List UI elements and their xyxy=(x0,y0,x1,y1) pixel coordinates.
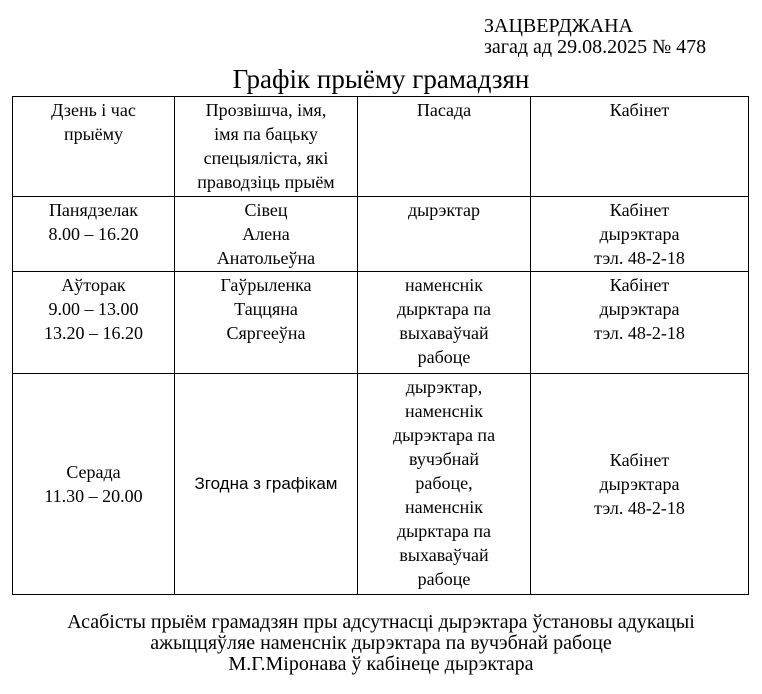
name-cell xyxy=(175,272,358,374)
day-cell xyxy=(13,272,175,374)
cell-line: 13.20 – 16.20 xyxy=(44,323,143,343)
header-row xyxy=(13,97,749,197)
cell-line: наменснік xyxy=(404,401,483,421)
cell-line: 11.30 – 20.00 xyxy=(44,486,143,506)
cell-line: дырктара па xyxy=(397,521,491,541)
position-cell xyxy=(358,197,531,272)
cell-line: рабоце, xyxy=(415,473,473,493)
position-cell xyxy=(358,272,531,374)
cell-line: Кабінет xyxy=(609,200,670,220)
cell-line: Таццяна xyxy=(234,299,298,319)
cell-line: рабоце xyxy=(417,569,471,589)
footnote-line: ажыццяўляе наменснік дырэктара па вучэбнай рабоце xyxy=(150,632,612,654)
header-text-line: Кабінет xyxy=(609,100,670,120)
header-text-line: Пасада xyxy=(416,100,472,120)
header-text-line: Прозвішча, імя, xyxy=(205,100,327,120)
cell-line: Гаўрыленка xyxy=(220,275,312,295)
page-title: Графік прыёму грамадзян xyxy=(232,64,530,94)
header-specialist xyxy=(175,97,358,197)
cell-line: 8.00 – 16.20 xyxy=(48,224,139,244)
cell-line: дырэктара xyxy=(599,224,680,244)
cell-line: тэл. 48-2-18 xyxy=(594,323,685,343)
cell-line: дырэктар, xyxy=(405,377,483,397)
header-text-line: спецыяліста, які xyxy=(203,148,329,168)
office-cell xyxy=(531,272,749,374)
cell-line: вучэбнай xyxy=(408,449,480,469)
cell-line: Аўторак xyxy=(61,275,126,295)
approval-stamp xyxy=(484,16,706,58)
cell-line: дырэктара xyxy=(599,299,680,319)
cell-line: Кабінет xyxy=(609,450,670,470)
cell-line: тэл. 48-2-18 xyxy=(594,498,685,518)
day-cell xyxy=(13,374,175,595)
header-day-time xyxy=(13,97,175,197)
table-row xyxy=(13,197,749,272)
cell-line: Кабінет xyxy=(609,275,670,295)
office-cell xyxy=(531,197,749,272)
footnote-line: Асабісты прыём грамадзян пры адсутнасці дырэктара ўстановы адукацыі xyxy=(67,611,695,633)
cell-line: выхаваўчай xyxy=(399,545,489,565)
name-cell xyxy=(175,374,358,595)
footnote xyxy=(0,612,762,675)
approval-order: загад ад 29.08.2025 № 478 xyxy=(484,36,707,58)
cell-line: дырктара па xyxy=(397,299,491,319)
cell-line: Панядзелак xyxy=(48,200,139,220)
cell-line: Алена xyxy=(242,224,290,244)
position-cell xyxy=(358,374,531,595)
cell-line: 9.00 – 13.00 xyxy=(48,299,139,319)
cell-line: дырэктара xyxy=(599,474,680,494)
header-text-line: імя па бацьку xyxy=(214,124,318,144)
cell-line: дырэктара па xyxy=(392,425,496,445)
header-office xyxy=(531,97,749,197)
table-row xyxy=(13,272,749,374)
cell-line: выхаваўчай xyxy=(399,323,489,343)
cell-line: Згодна з графікам xyxy=(194,474,338,493)
footnote-line: М.Г.Міронава ў кабінеце дырэктара xyxy=(228,653,534,675)
cell-line: тэл. 48-2-18 xyxy=(594,248,685,268)
office-cell xyxy=(531,374,749,595)
cell-line: Анатольеўна xyxy=(216,248,316,268)
cell-line: наменснік xyxy=(404,497,483,517)
header-text-line: прыёму xyxy=(63,124,124,144)
cell-line: рабоце xyxy=(417,347,471,367)
cell-line: Серада xyxy=(66,462,121,482)
cell-line: Сівец xyxy=(244,200,288,220)
cell-line: наменснік xyxy=(404,275,483,295)
cell-line: дырэктар xyxy=(407,200,480,220)
approval-label: ЗАЦВЕРДЖАНА xyxy=(484,15,633,37)
header-position xyxy=(358,97,531,197)
reception-schedule-table xyxy=(12,96,749,595)
table-row xyxy=(13,374,749,595)
cell-line: Сяргееўна xyxy=(226,323,306,343)
header-text-line: Дзень і час xyxy=(51,100,136,120)
day-cell xyxy=(13,197,175,272)
header-text-line: праводзіць прыём xyxy=(197,172,335,192)
name-cell xyxy=(175,197,358,272)
